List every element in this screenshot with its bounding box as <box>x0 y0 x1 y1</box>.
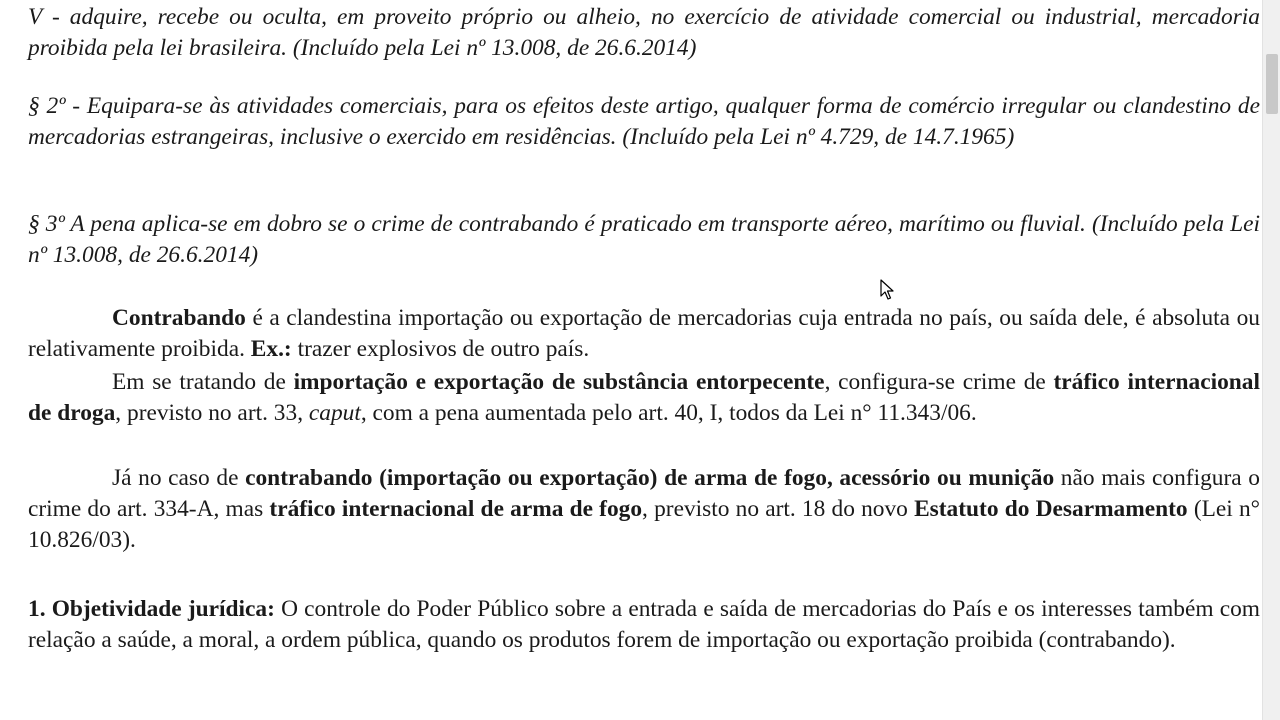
paragraph-inciso-v <box>28 2 1260 64</box>
par-2-label: § 2º - <box>28 93 81 119</box>
arma-bold-3: Estatuto do Desarmamento <box>914 496 1188 522</box>
paragraph-par-3 <box>28 209 1260 271</box>
par-3-note: (Incluído pela Lei nº 13.008, de 26.6.2014) <box>28 211 1261 268</box>
document-page <box>28 0 1260 720</box>
par-2-text: Equipara-se às atividades comerciais, para os efeitos deste artigo, qualquer forma de comércio irregular ou clandestino de mercadorias estrangeiras, inclusive o exercido em residências. <box>28 93 1260 150</box>
objetividade-heading: 1. Objetividade jurídica: <box>28 596 275 622</box>
entorpecente-bold-2: tráfico internacional de droga <box>28 369 1260 426</box>
entorpecente-text-3: , previsto no art. 33, <box>115 400 309 426</box>
arma-text-2: não mais configura o crime do art. 334-A, mas <box>28 465 1260 522</box>
inciso-note: (Incluído pela Lei nº 13.008, de 26.6.2014) <box>292 35 697 61</box>
inciso-text: adquire, recebe ou oculta, em proveito próprio ou alheio, no exercício de atividade comercial ou industrial, mercadoria proibida pela lei brasileira. <box>28 4 1260 61</box>
inciso-label: V - <box>28 4 60 30</box>
entorpecente-text-4: , com a pena aumentada pelo art. 40, I, todos da Lei n° 11.343/06. <box>360 400 977 426</box>
entorpecente-text-1: Em se tratando de <box>112 369 294 395</box>
arma-text-3: , previsto no art. 18 do novo <box>642 496 915 522</box>
paragraph-par-2 <box>28 91 1260 153</box>
par-2-note: (Incluído pela Lei nº 4.729, de 14.7.1965) <box>616 124 1015 150</box>
entorpecente-text-2: , configura-se crime de <box>824 369 1054 395</box>
par-3-text: A pena aplica-se em dobro se o crime de contrabando é praticado em transporte aéreo, marítimo ou fluvial. <box>64 211 1086 237</box>
paragraph-entorpecente <box>28 367 1260 429</box>
contrabando-text-2: trazer explosivos de outro país. <box>291 336 590 362</box>
mouse-pointer-icon <box>880 279 894 301</box>
term-contrabando: Contrabando <box>112 305 246 331</box>
arma-text-1: Já no caso de <box>112 465 246 491</box>
scrollbar-thumb[interactable] <box>1266 54 1278 114</box>
objetividade-text: O controle do Poder Público sobre a entrada e saída de mercadorias do País e os interesses também com relação a saúde, a moral, a ordem pública, quando os produtos forem de importação ou exportação proibida (contrabando). <box>28 596 1260 653</box>
paragraph-contrabando <box>28 303 1260 365</box>
arma-bold-2: tráfico internacional de arma de fogo <box>269 496 643 522</box>
contrabando-text-1: é a clandestina importação ou exportação de mercadorias cuja entrada no país, ou saída dele, é absoluta ou relativamente proibida. <box>28 305 1260 362</box>
arma-bold-1: contrabando (importação ou exportação) de arma de fogo, acessório ou munição <box>245 465 1055 491</box>
entorpecente-bold-1: importação e exportação de substância entorpecente <box>293 369 825 395</box>
paragraph-objetividade <box>28 594 1260 656</box>
example-label: Ex.: <box>250 336 292 362</box>
paragraph-arma <box>28 463 1260 556</box>
arma-text-4: (Lei n° 10.826/03). <box>28 496 1261 553</box>
entorpecente-italic: caput <box>308 400 361 426</box>
vertical-scrollbar[interactable] <box>1262 0 1280 720</box>
par-3-label: § 3º <box>28 211 65 237</box>
